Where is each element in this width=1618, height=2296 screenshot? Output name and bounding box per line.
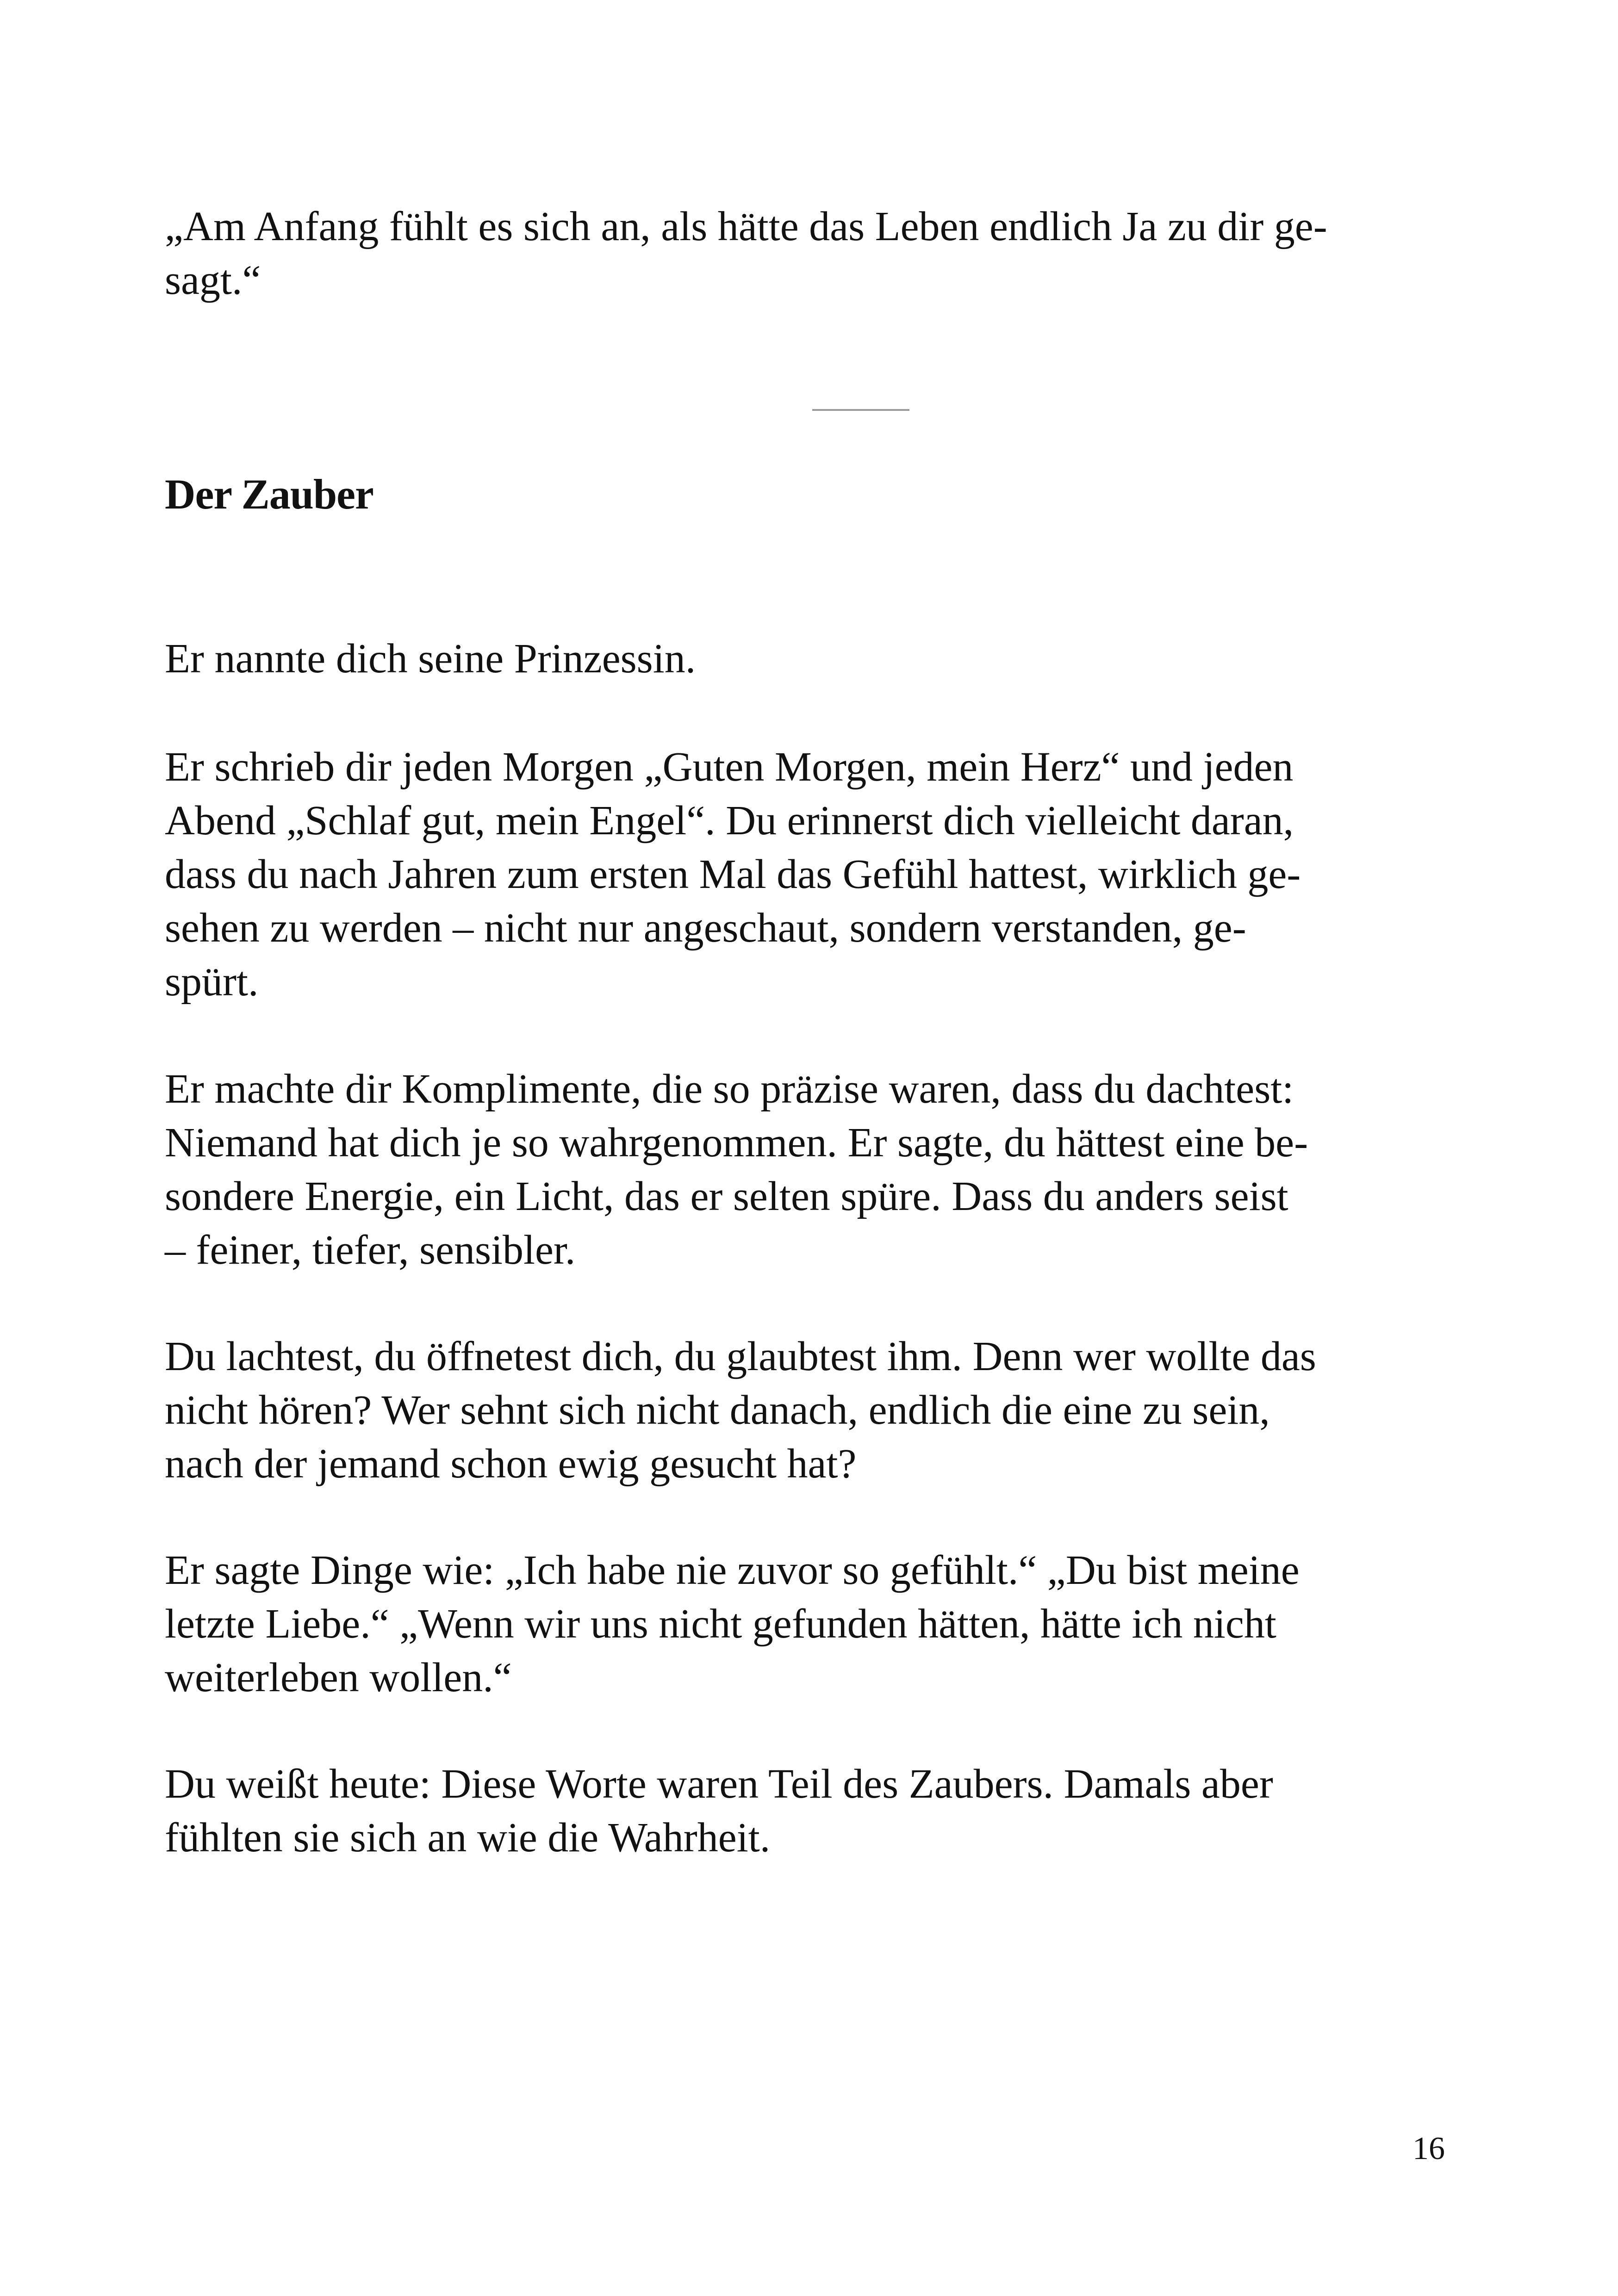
text-line: Du weißt heute: Diese Worte waren Teil des Zaubers. Damals aber [165,1761,1273,1807]
text-line: – feiner, tiefer, sensibler. [165,1227,576,1273]
paragraph [165,1544,1442,1705]
text-line: fühlten sie sich an wie die Wahrheit. [165,1815,771,1861]
text-line: letzte Liebe.“ „Wenn wir uns nicht gefunden hätten, hätte ich nicht [165,1601,1276,1647]
section-separator [812,409,909,411]
paragraph [165,1062,1442,1277]
text-line: sondere Energie, ein Licht, das er selten spüre. Dass du anders seist [165,1173,1288,1219]
text-line: sagt.“ [165,257,261,303]
text-line: dass du nach Jahren zum ersten Mal das Gefühl hattest, wirklich ge- [165,851,1301,897]
text-line: Du lachtest, du öffnetest dich, du glaubtest ihm. Denn wer wollte das [165,1334,1316,1379]
section-heading: Der Zauber [165,471,373,518]
text-line: sehen zu werden – nicht nur angeschaut, sondern verstanden, ge- [165,905,1246,951]
text-line: „Am Anfang fühlt es sich an, als hätte das Leben endlich Ja zu dir ge- [165,204,1327,249]
paragraph [165,1330,1442,1491]
text-line: nicht hören? Wer sehnt sich nicht danach, endlich die eine zu sein, [165,1387,1270,1433]
text-line: Er schrieb dir jeden Morgen „Guten Morgen, mein Herz“ und jeden [165,744,1294,790]
text-line: Niemand hat dich je so wahrgenommen. Er sagte, du hättest eine be- [165,1120,1308,1166]
text-line: spürt. [165,959,259,1005]
text-line: Er machte dir Komplimente, die so präzise waren, dass du dachtest: [165,1066,1294,1112]
text-line: Er sagte Dinge wie: „Ich habe nie zuvor so gefühlt.“ „Du bist meine [165,1547,1300,1593]
text-line: nach der jemand schon ewig gesucht hat? [165,1441,857,1487]
text-line: Er nannte dich seine Prinzessin. [165,636,696,682]
text-line: weiterleben wollen.“ [165,1655,512,1700]
paragraph [165,1757,1442,1865]
text-line: Abend „Schlaf gut, mein Engel“. Du erinnerst dich vielleicht daran, [165,798,1294,844]
paragraph [165,740,1442,1009]
paragraph [165,632,1442,686]
intro-quote [165,200,1442,307]
page-number: 16 [1413,2131,1445,2166]
